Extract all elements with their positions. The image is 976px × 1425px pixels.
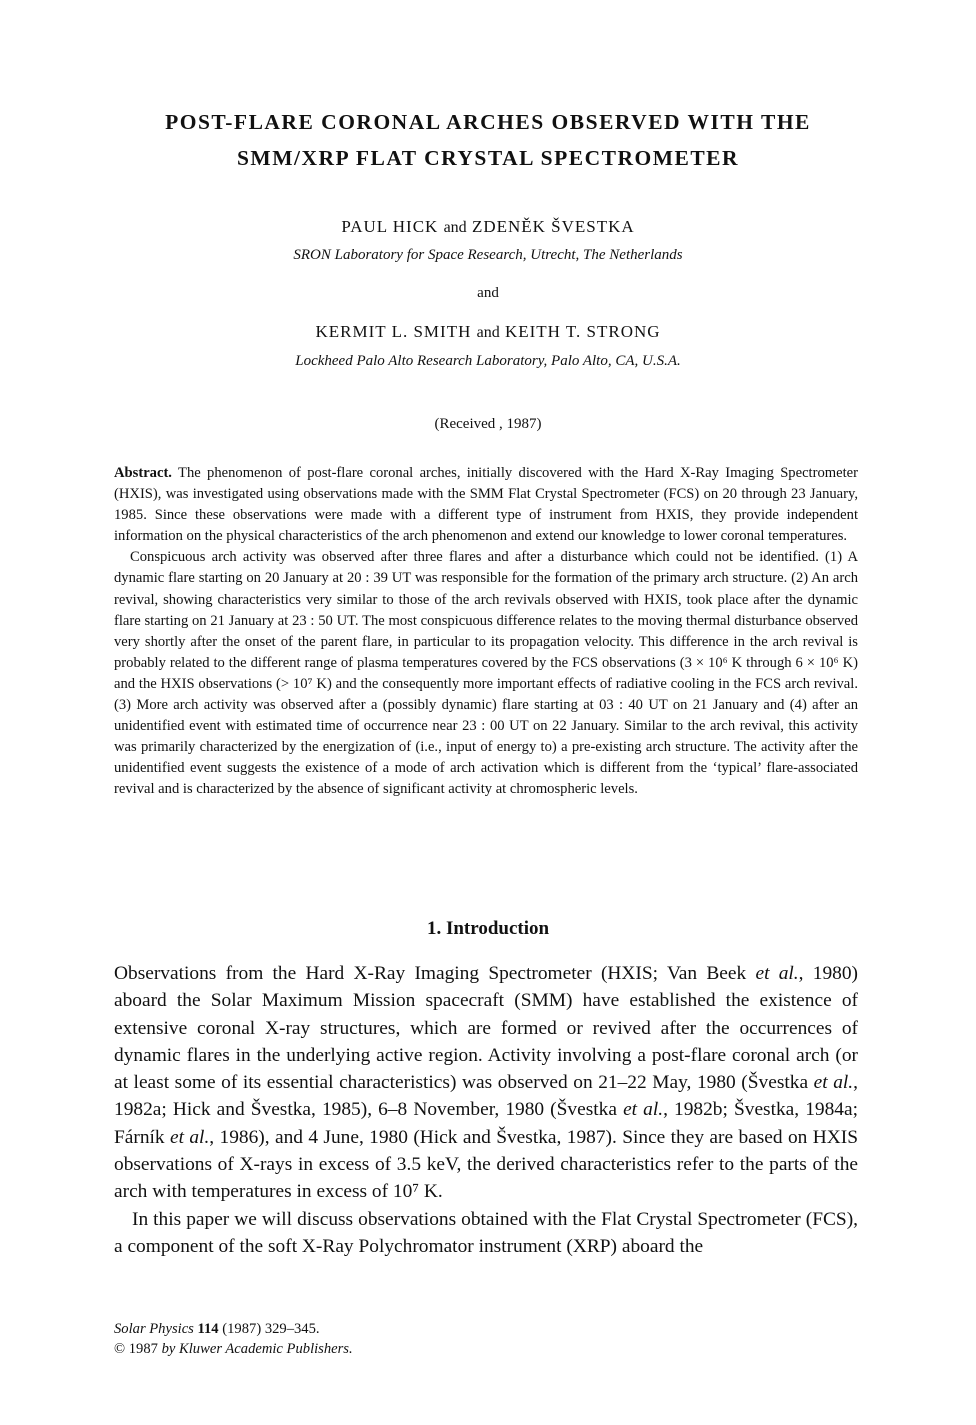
- section-heading-introduction: 1. Introduction: [426, 918, 550, 939]
- affiliation-2: Lockheed Palo Alto Research Laboratory, Palo Alto, CA, U.S.A.: [295, 353, 681, 369]
- paper-title-line-2: SMM/XRP FLAT CRYSTAL SPECTROMETER: [236, 146, 740, 170]
- authors-separator: and: [477, 285, 499, 301]
- abstract-paragraph-2: Conspicuous arch activity was observed after three flares and after a disturbance which could not be identified. (1) A dynamic flare starting on 20 January at 20 : 39 UT was responsible for the formation of the primary arch structure. (2) An arch revival, showing characteristics very similar to those of the arch revivals observed with HXIS, took place after the dynamic flare starting on 21 January at 23 : 50 UT. The most conspicuous difference relates to the moving thermal disturbance observed very shortly after the onset of the parent flare, in particular to its propagation velocity. This difference in the arch revival is probably related to the different range of plasma temperatures covered by the FCS observations (3 × 10⁶ K through 6 × 10⁶ K) and the HXIS observations (> 10⁷ K) and the consequently more important effects of radiative cooling in the FCS arch revival. (3) More arch activity was observed after a (possibly dynamic) flare starting at 03 : 40 UT on 21 January and (4) after an unidentified event with estimated time of occurrence near 23 : 00 UT on 22 January. Similar to the arch revival, this activity was primarily characterized by the energization of (i.e., input of energy to) a pre-existing arch structure. The activity after the unidentified event suggests the existence of a mode of arch activation which is different from the ‘typical’ flare-associated revival and is characterized by the absence of significant activity at chromospheric levels.: [114, 549, 858, 798]
- author-name: PAUL HICK: [341, 217, 439, 236]
- author-name: KERMIT L. SMITH: [315, 322, 472, 341]
- paper-title-line-1: POST-FLARE CORONAL ARCHES OBSERVED WITH THE: [165, 110, 811, 134]
- authors-line-1: [0, 217, 976, 237]
- authors-line-2: [0, 322, 976, 342]
- author-name: KEITH T. STRONG: [504, 322, 661, 341]
- abstract-paragraph-1: [114, 463, 858, 547]
- introduction-body: [114, 960, 858, 1260]
- journal-citation: Solar Physics 114 (1987) 329–345.: [114, 1321, 320, 1337]
- abstract-label: Abstract.: [114, 465, 172, 481]
- intro-paragraph-1: Observations from the Hard X-Ray Imaging Spectrometer (HXIS; Van Beek et al., 1980) aboard the Solar Maximum Mission spacecraft (SMM) have established the existence of extensive coronal X-ray structures, which are formed or revived after the occurrences of dynamic flares in the underlying active region. Activity involving a post-flare coronal arch (or at least some of its essential characteristics) was observed on 21–22 May, 1980 (Švestka et al., 1982a; Hick and Švestka, 1985), 6–8 November, 1980 (Švestka et al., 1982b; Švestka, 1984a; Fárník et al., 1986), and 4 June, 1980 (Hick and Švestka, 1987). Since they are based on HXIS observations of X-rays in excess of 3.5 keV, the derived characteristics refer to the parts of the arch with temperatures in excess of 10⁷ K.: [114, 963, 858, 1203]
- received-date: (Received , 1987): [434, 416, 542, 432]
- abstract-text-1: The phenomenon of post-flare coronal arches, initially discovered with the Hard X-Ray Imaging Spectrometer (HXIS), was investigated using observations made with the SMM Flat Crystal Spectrometer (FCS) on 20 through 23 January, 1985. Since these observations were made with a different type of instrument from HXIS, they provide independent information on the physical characteristics of the arch phenomenon and extend our knowledge to lower coronal temperatures.: [114, 465, 858, 545]
- author-conjunction: and: [443, 219, 467, 236]
- author-name: ZDENĚK ŠVESTKA: [471, 217, 635, 236]
- abstract: [114, 463, 858, 801]
- publication-footer: [114, 1319, 353, 1359]
- copyright-line: © 1987 by Kluwer Academic Publishers.: [114, 1341, 353, 1357]
- affiliation-1: SRON Laboratory for Space Research, Utrecht, The Netherlands: [293, 247, 683, 263]
- author-conjunction: and: [476, 324, 500, 341]
- intro-paragraph-2: In this paper we will discuss observations obtained with the Flat Crystal Spectrometer (FCS), a component of the soft X-Ray Polychromator instrument (XRP) aboard the: [114, 1208, 858, 1257]
